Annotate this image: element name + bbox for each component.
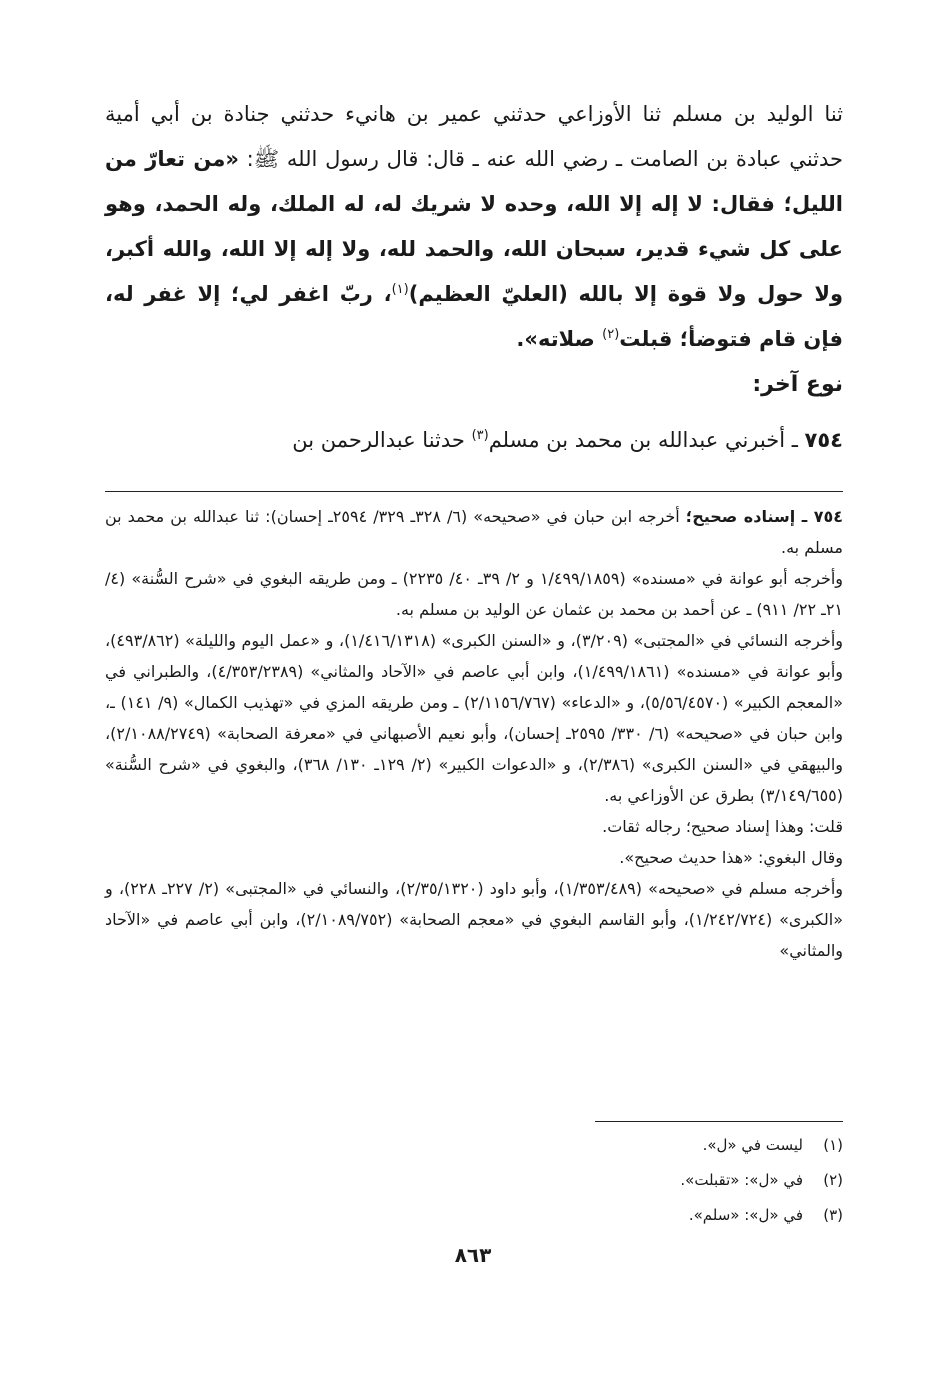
hadith-754-number: ٧٥٤ xyxy=(804,428,843,452)
takhrij-paragraph: وأخرجه النسائي في «المجتبى» (٣/٢٠٩)، و «السنن الكبرى» (١/٤١٦/١٣١٨)، و «عمل اليوم والليلة» (٤٩٣/٨٦٢)، وأبو عوانة في «مسنده» (١/٤٩٩/١٨٦١)، وابن أبي عاصم في «الآحاد والمثاني» (٤/٣٥٣/٢٣٨٩)، والطبراني في «المعجم الكبير» (٥/٥٦/٤٥٧٠)، و «الدعاء» (٢/١١٥٦/٧٦٧) ـ ومن طريقه المزي في «تهذيب الكمال» (٩/ ١٤١) ـ، وابن حبان في «صحيحه» (٦/ ٣٣٠/ ٢٥٩٥ـ إحسان)، وأبو نعيم الأصبهاني في «معرفة الصحابة» (٢/١٠٨٨/٢٧٤٩)، والبيهقي في «السنن الكبرى» (٢/٣٨٦)، و «الدعوات الكبير» (٢/ ١٢٩ـ ١٣٠/ ٣٦٨)، والبغوي في «شرح السُّنة» (٣/١٤٩/٦٥٥) بطرق عن الأوزاعي به. xyxy=(105,631,844,805)
takhrij-paragraph: وأخرجه مسلم في «صحيحه» (١/٣٥٣/٤٨٩)، وأبو داود (٢/٣٥/١٣٢٠)، والنسائي في «المجتبى» (٢/ ٢٢٧ـ ٢٢٨)، و «الكبرى» (١/٢٤٢/٧٢٤)، وأبو القاسم البغوي في «معجم الصحابة» (٢/١٠٨٩/٧٥٢)، وابن أبي عاصم في «الآحاد والمثاني» xyxy=(105,879,844,960)
takhrij-text: أخرجه ابن حبان في «صحيحه» (٦/ ٣٢٨ـ ٣٢٩/ ٢٥٩٤ـ إحسان): ثنا عبدالله بن محمد بن مسلم به. xyxy=(105,507,843,557)
footnote-number: (١) xyxy=(823,1136,843,1154)
hadith-754-isnad: ـ أخبرني عبدالله بن محمد بن مسلم xyxy=(488,428,805,452)
matn-text-end: صلاته». xyxy=(516,327,603,351)
footnote-text: في «ل»: «سلم». xyxy=(688,1206,803,1224)
hadith-753-paragraph xyxy=(105,92,843,362)
footnote-item xyxy=(105,1167,843,1193)
takhrij-paragraph: قلت: وهذا إسناد صحيح؛ رجاله ثقات. xyxy=(602,817,843,836)
page-number: ٨٦٣ xyxy=(454,1243,492,1267)
footnote-item xyxy=(105,1132,843,1158)
matn-text: «من تعارّ من الليل؛ فقال: لا إله إلا الله، وحده لا شريك له، له الملك، وله الحمد، وهو على كل شيء قدير، سبحان الله، والحمد لله، ولا إله إلا الله، والله أكبر، ولا حول ولا قوة إلا بالله (العليّ العظيم) xyxy=(105,147,844,306)
note-number: ٧٥٤ xyxy=(813,507,844,526)
footnote-ref-3: (٣) xyxy=(471,428,489,443)
takhrij-paragraph: وقال البغوي: «هذا حديث صحيح». xyxy=(619,848,843,867)
footnote-ref-1: (١) xyxy=(391,282,409,297)
takhrij-notes xyxy=(105,501,843,966)
takhrij-paragraph xyxy=(105,501,843,563)
footnote-item xyxy=(105,1202,843,1228)
hadith-754-isnad-continued: حدثنا عبدالرحمن بن xyxy=(292,428,472,452)
isnad-text: ثنا الوليد بن مسلم ثنا الأوزاعي حدثني عمير بن هانيء حدثني جنادة بن أبي أمية حدثني عبادة بن الصامت ـ رضي الله عنه ـ قال: قال رسول الله ﷺ: xyxy=(105,102,843,171)
takhrij-paragraph: وأخرجه أبو عوانة في «مسنده» (١/٤٩٩/١٨٥٩ و ٢/ ٣٩ـ ٤٠/ ٢٢٣٥) ـ ومن طريقه البغوي في «شرح السُّنة» (٤/ ٢١ـ ٢٢/ ٩١١) ـ عن أحمد بن محمد بن عثمان عن الوليد بن مسلم به. xyxy=(105,569,844,619)
section-heading: نوع آخر: xyxy=(752,372,843,397)
matn-text-continued: ، ربّ اغفر لي؛ إلا غفر له، فإن قام فتوضأ؛ قبلت xyxy=(105,282,843,351)
grading-text: ـ إسناده صحيح؛ xyxy=(685,507,814,526)
notes-separator xyxy=(105,491,843,492)
footnote-number: (٢) xyxy=(823,1171,843,1189)
hadith-754-text xyxy=(105,418,843,463)
footnote-text: في «ل»: «تقبلت». xyxy=(680,1171,803,1189)
footnote-number: (٣) xyxy=(823,1206,843,1224)
footnotes-separator xyxy=(595,1121,843,1122)
footnote-text: ليست في «ل». xyxy=(702,1136,803,1154)
footnote-ref-2: (٢) xyxy=(602,327,620,342)
hadith-753-text xyxy=(105,92,843,362)
